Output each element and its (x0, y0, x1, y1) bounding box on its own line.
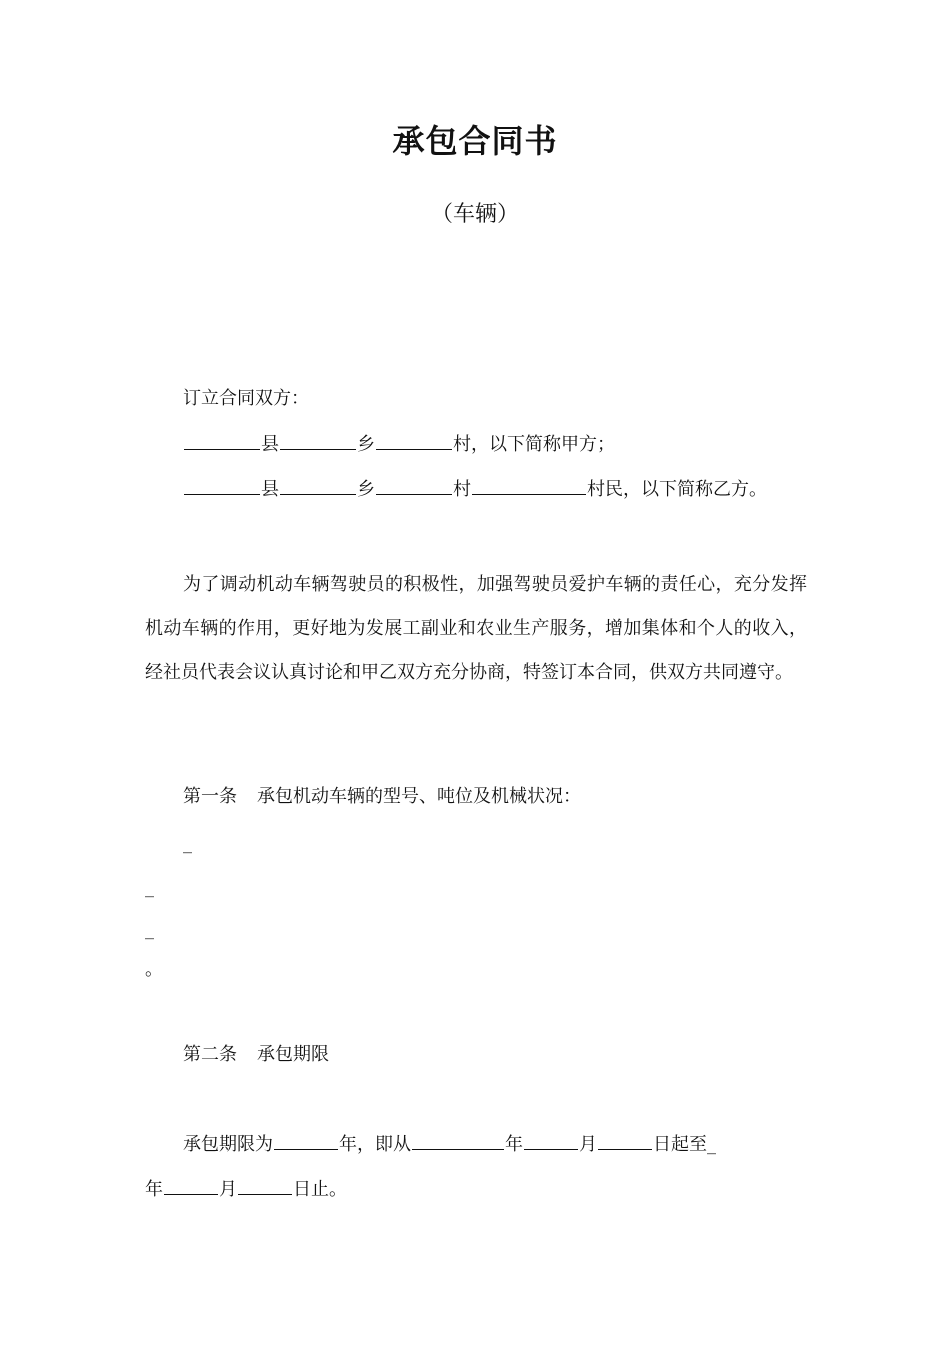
year-label: 年 (505, 1134, 523, 1155)
party-a-suffix: ，以下简称甲方； (471, 434, 615, 455)
term-line-2 (145, 1176, 347, 1202)
villager-label: 村民 (587, 479, 623, 500)
party-b-line (183, 476, 767, 502)
article-1-heading (183, 785, 581, 809)
page-title: 承包合同书 (392, 122, 558, 160)
county-blank[interactable] (184, 431, 260, 450)
preamble-paragraph: 为了调动机动车辆驾驶员的积极性，加强驾驶员爱护车辆的责任心，充分发挥机动车辆的作用，更好地为发展工副业和农业生产服务，增加集体和个人的收入，经社员代表会议认真讨论和甲乙双方充分协商，特签订本合同，供双方共同遵守。 (145, 574, 807, 683)
article-1-fill-line[interactable]: _ (145, 877, 154, 898)
village-blank[interactable] (376, 431, 452, 450)
end-month-blank[interactable] (164, 1176, 218, 1195)
term-from-label: 年，即从 (339, 1134, 411, 1155)
year-label: 年 (145, 1179, 163, 1200)
township-blank[interactable] (280, 431, 356, 450)
article-1-fill-line[interactable]: _ (145, 919, 154, 940)
township-blank[interactable] (280, 476, 356, 495)
term-line-1 (183, 1131, 716, 1157)
party-a-line (183, 431, 615, 457)
article-2-title: 承包期限 (257, 1044, 329, 1065)
party-b-suffix: ，以下简称乙方。 (623, 479, 767, 500)
term-label: 承包期限为 (183, 1134, 273, 1155)
term-years-blank[interactable] (274, 1131, 338, 1150)
article-1-end: 。 (145, 959, 163, 980)
village-label: 村 (453, 479, 471, 500)
month-label: 月 (219, 1179, 237, 1200)
county-label: 县 (261, 479, 279, 500)
end-label: 日止。 (293, 1179, 347, 1200)
parties-label: 订立合同双方： (183, 388, 309, 409)
page-subtitle: （车辆） (430, 202, 519, 227)
county-blank[interactable] (184, 476, 260, 495)
month-label: 月 (579, 1134, 597, 1155)
start-month-blank[interactable] (524, 1131, 578, 1150)
start-year-blank[interactable] (412, 1131, 504, 1150)
start-day-blank[interactable] (598, 1131, 652, 1150)
start-to-label: 日起至 (653, 1134, 707, 1155)
villager-name-blank[interactable] (472, 476, 586, 495)
village-blank[interactable] (376, 476, 452, 495)
county-label: 县 (261, 434, 279, 455)
article-1-number: 第一条 (183, 786, 237, 807)
township-label: 乡 (357, 479, 375, 500)
end-day-blank[interactable] (238, 1176, 292, 1195)
township-label: 乡 (357, 434, 375, 455)
article-1-fill-line[interactable]: _ (183, 833, 192, 854)
article-2-number: 第二条 (183, 1044, 237, 1065)
article-2-heading (183, 1043, 329, 1067)
article-1-title: 承包机动车辆的型号、吨位及机械状况： (257, 786, 581, 807)
village-label: 村 (453, 434, 471, 455)
end-year-blank[interactable]: _ (707, 1134, 716, 1155)
